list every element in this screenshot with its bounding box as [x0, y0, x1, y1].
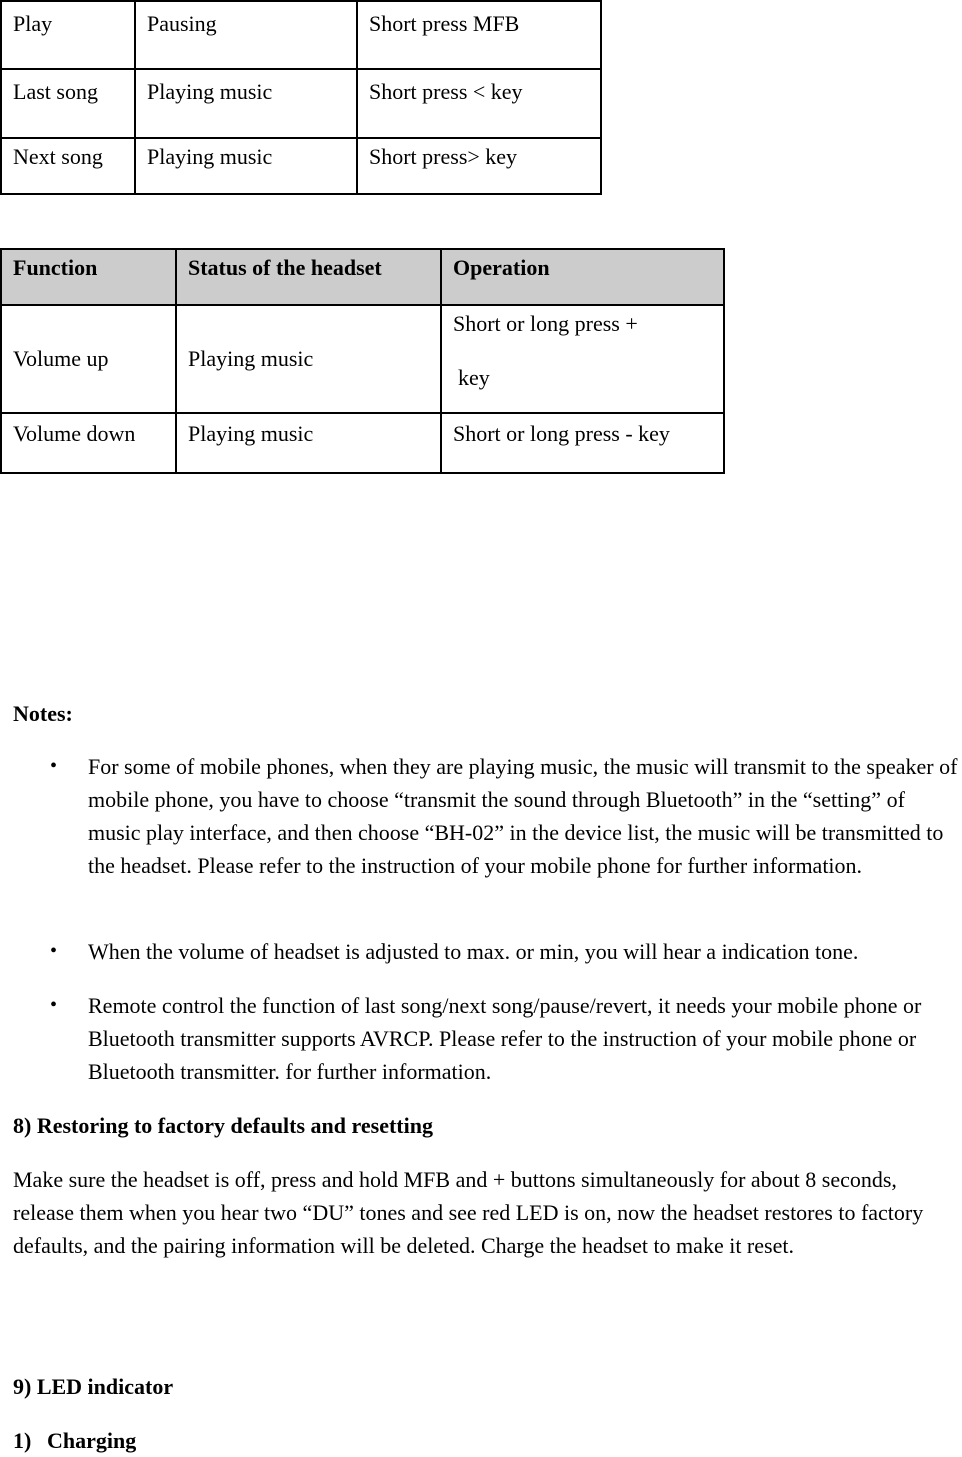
table-row: [1, 305, 724, 413]
subsection-title: Charging: [47, 1428, 137, 1453]
cell-operation-line1: Short or long press +: [453, 311, 638, 336]
cell-status: Playing music: [176, 413, 441, 473]
notes-item-text: Remote control the function of last song/next song/pause/revert, it needs your mobile phone or Bluetooth transmitter supports AVRCP. Please refer to the instruction of your mobile phone or Bluetooth transmitter. for further information.: [88, 993, 922, 1084]
bullet-icon: •: [50, 994, 58, 1016]
cell-operation: Short press> key: [357, 138, 601, 194]
cell-operation: Short press MFB: [357, 1, 601, 69]
cell-operation: Short or long press - key: [441, 413, 724, 473]
section-heading-led-indicator: 9) LED indicator: [13, 1374, 174, 1399]
cell-function: Next song: [1, 138, 135, 194]
cell-status: Playing music: [135, 69, 357, 138]
table-row: [1, 138, 601, 194]
notes-item-text: For some of mobile phones, when they are playing music, the music will transmit to the speaker of mobile phone, you have to choose “transmit the sound through Bluetooth” in the “setting” of music play interface, and then choose “BH-02” in the device list, the music will be transmitted to the headset. Please refer to the instruction of your mobile phone for further information.: [88, 754, 958, 878]
controls-table-music: [0, 0, 602, 195]
controls-table-volume: [0, 248, 725, 474]
bullet-icon: •: [50, 940, 58, 962]
cell-status: Pausing: [135, 1, 357, 69]
header-operation: Operation: [441, 249, 724, 305]
cell-function: Volume up: [1, 305, 176, 413]
section-heading-factory-reset: 8) Restoring to factory defaults and resetting: [13, 1113, 433, 1138]
header-status: Status of the headset: [176, 249, 441, 305]
cell-function: Volume down: [1, 413, 176, 473]
subsection-heading-charging: [13, 1424, 962, 1457]
cell-status: Playing music: [176, 305, 441, 413]
cell-function: Last song: [1, 69, 135, 138]
cell-status: Playing music: [135, 138, 357, 194]
notes-item-text: When the volume of headset is adjusted to max. or min, you will hear a indication tone.: [88, 939, 859, 964]
section-body-factory-reset: Make sure the headset is off, press and hold MFB and + buttons simultaneously for about 8 seconds, release them when you hear two “DU” tones and see red LED is on, now the headset restores to factory defaults, and the pairing information will be deleted. Charge the headset to make it reset.: [13, 1167, 924, 1258]
table-row: [1, 69, 601, 138]
subsection-number: 1): [13, 1428, 32, 1453]
cell-operation: Short press < key: [357, 69, 601, 138]
table-header-row: [1, 249, 724, 305]
notes-heading: Notes:: [13, 701, 73, 726]
table-row: [1, 413, 724, 473]
cell-operation: [441, 305, 724, 413]
table-row: [1, 1, 601, 69]
bullet-icon: •: [50, 755, 58, 777]
cell-function: Play: [1, 1, 135, 69]
cell-operation-line2: key: [458, 365, 490, 390]
header-function: Function: [1, 249, 176, 305]
